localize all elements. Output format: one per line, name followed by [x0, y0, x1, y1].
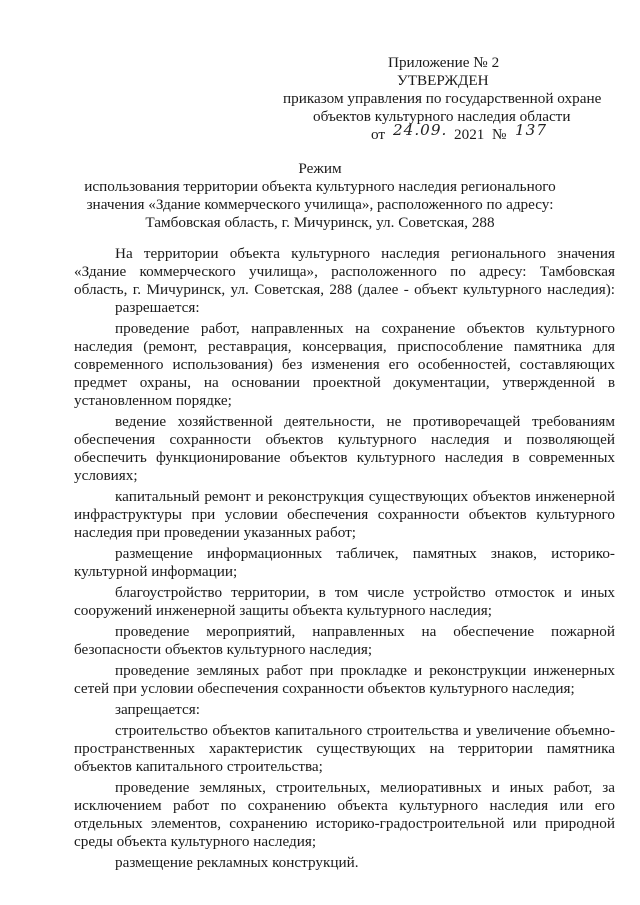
handwritten-number: 137	[515, 121, 547, 139]
body-line: культурной информации;	[74, 563, 238, 580]
approved-label: УТВЕРЖДЕН	[397, 72, 489, 89]
body-line: благоустройство территории, в том числе устройство отмосток и иных	[115, 584, 615, 601]
body-line: капитальный ремонт и реконструкция существующих объектов инженерной	[115, 488, 615, 505]
body-line: На территории объекта культурного наследия регионального значения	[115, 245, 615, 262]
body-line: запрещается:	[115, 701, 200, 718]
body-line: предмет охраны, на основании проектной документации, утвержденной в	[74, 374, 615, 391]
body-line: наследия при проведении указанных работ;	[74, 524, 356, 541]
body-line: инфраструктуры при условии обеспечения сохранности объектов культурного	[74, 506, 615, 523]
body-line: условиях;	[74, 467, 138, 484]
body-line: проведение работ, направленных на сохранение объектов культурного	[115, 320, 615, 337]
body-line: установленном порядке;	[74, 392, 232, 409]
body-line: проведение мероприятий, направленных на обеспечение пожарной	[115, 623, 615, 640]
body-line: размещение рекламных конструкций.	[115, 854, 359, 871]
body-line: наследия (ремонт, реставрация, консервация, приспособление памятника для	[74, 338, 615, 355]
date-prefix: от	[371, 126, 386, 143]
body-line: «Здание коммерческого училища», расположенного по адресу: Тамбовская	[74, 263, 615, 280]
body-line: проведение земляных работ при прокладке и реконструкции инженерных	[115, 662, 615, 679]
body-line: безопасности объектов культурного наследия;	[74, 641, 373, 658]
body-line: обеспечения сохранности объектов культурного наследия и позволяющей	[74, 431, 615, 448]
body-line: пространственных характеристик существующих на территории памятника	[74, 740, 615, 757]
number-sign: №	[492, 126, 507, 143]
order-year: 2021	[454, 126, 485, 143]
body-line: среды объекта культурного наследия;	[74, 833, 317, 850]
order-line-1: приказом управления по государственной охране	[283, 90, 602, 107]
appendix-label: Приложение № 2	[388, 54, 500, 71]
body-line: исключением работ по сохранению объекта культурного наследия или его	[74, 797, 615, 814]
title-line-1: использования территории объекта культурного наследия регионального	[84, 178, 556, 195]
body-line: проведение земляных, строительных, мелиоративных и иных работ, за	[115, 779, 615, 796]
order-line-2: объектов культурного наследия области	[313, 108, 571, 125]
body-line: объектов капитального строительства;	[74, 758, 323, 775]
body-line: современного использования) без изменения его особенностей, составляющих	[74, 356, 615, 373]
body-line: размещение информационных табличек, памятных знаков, историко-	[115, 545, 615, 562]
title-line-2: значения «Здание коммерческого училища», расположенного по адресу:	[86, 196, 554, 213]
body-line: сетей при условии обеспечения сохранности объектов культурного наследия;	[74, 680, 575, 697]
body-line: разрешается:	[115, 299, 200, 316]
body-line: отдельных элементов, сохранению историко-градостроительной или природной	[74, 815, 615, 832]
body-line: сооружений инженерной защиты объекта культурного наследия;	[74, 602, 492, 619]
title-line-3: Тамбовская область, г. Мичуринск, ул. Советская, 288	[145, 214, 495, 231]
body-line: строительство объектов капитального строительства и увеличение объемно-	[115, 722, 615, 739]
document-heading: Режим	[298, 160, 342, 177]
body-line: область, г. Мичуринск, ул. Советская, 288 (далее - объект культурного наследия):	[74, 281, 615, 298]
body-line: ведение хозяйственной деятельности, не противоречащей требованиям	[115, 413, 615, 430]
handwritten-date: 24.09.	[393, 121, 448, 139]
body-line: обеспечить функционирование объектов культурного наследия в современных	[74, 449, 615, 466]
